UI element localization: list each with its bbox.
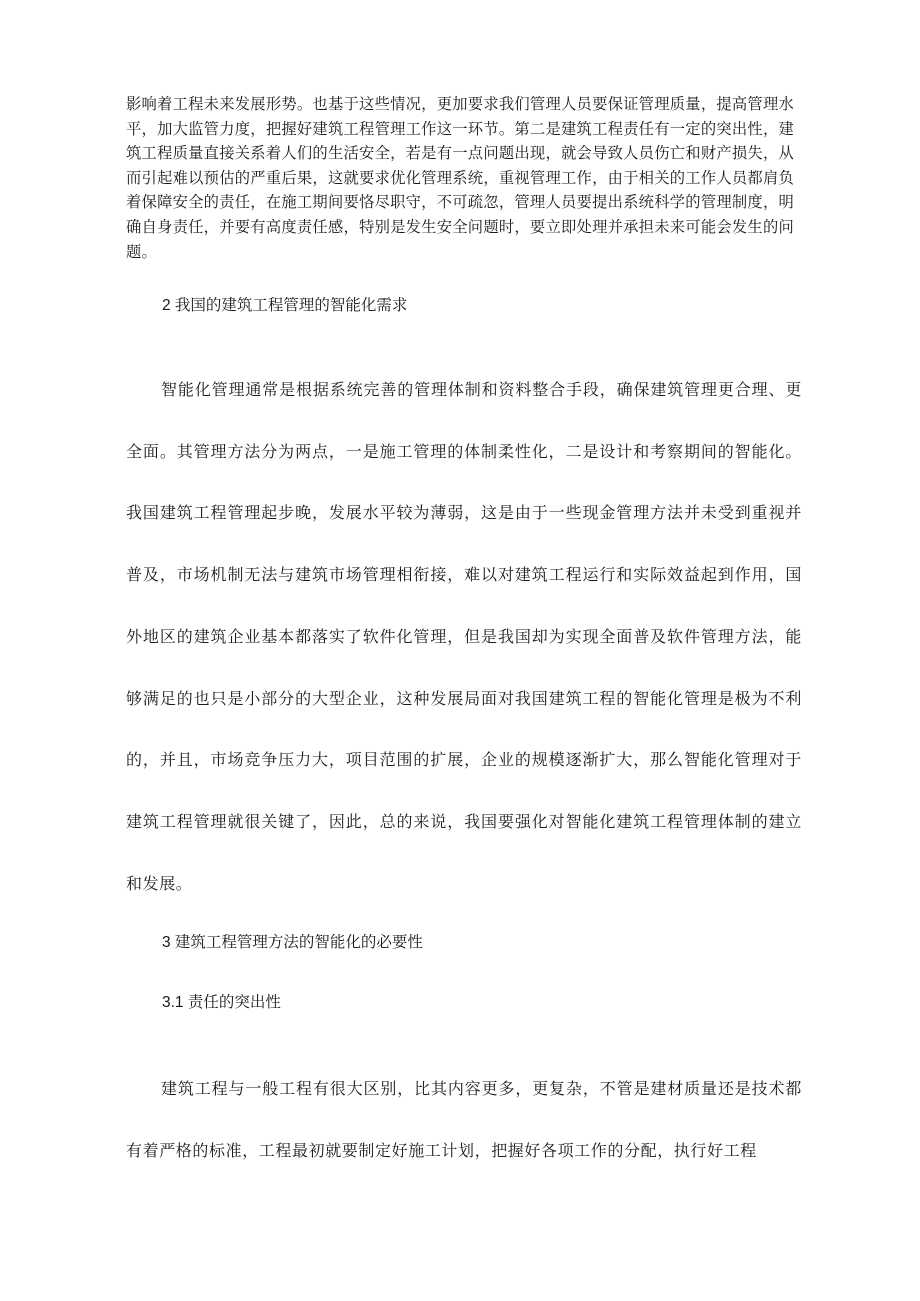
- section-3-1-heading: 3.1 责任的突出性: [162, 994, 281, 1011]
- section-3-heading: 3 建筑工程管理方法的智能化的必要性: [162, 934, 423, 951]
- section-3-1-paragraph: 建筑工程与一般工程有很大区别，比其内容更多，更复杂，不管是建材质量还是技术都有着严格的标准，工程最初就要制定好施工计划，把握好各项工作的分配，执行好工程: [126, 1079, 802, 1160]
- intro-paragraph: 影响着工程未来发展形势。也基于这些情况，更加要求我们管理人员要保证管理质量，提高管理水平，加大监管力度，把握好建筑工程管理工作这一环节。第二是建筑工程责任有一定的突出性，建筑工程质量直接关系着人们的生活安全，若是有一点问题出现，就会导致人员伤亡和财产损失，从而引起难以预估的严重后果，这就要求优化管理系统，重视管理工作，由于相关的工作人员都肩负着保障安全的责任，在施工期间要恪尽职守，不可疏忽，管理人员要提出系统科学的管理制度，明确自身责任，并要有高度责任感，特别是发生安全问题时，要立即处理并承担未来可能会发生的问题。: [126, 95, 794, 261]
- section-2-heading: 2 我国的建筑工程管理的智能化需求: [162, 297, 408, 314]
- section-2-paragraph: 智能化管理通常是根据系统完善的管理体制和资料整合手段，确保建筑管理更合理、更全面。其管理方法分为两点，一是施工管理的体制柔性化，二是设计和考察期间的智能化。我国建筑工程管理起步晚，发展水平较为薄弱，这是由于一些现金管理方法并未受到重视并普及，市场机制无法与建筑市场管理相衔接，难以对建筑工程运行和实际效益起到作用，国外地区的建筑企业基本都落实了软件化管理，但是我国却为实现全面普及软件管理方法，能够满足的也只是小部分的大型企业，这种发展局面对我国建筑工程的智能化管理是极为不利的，并且，市场竞争压力大，项目范围的扩展，企业的规模逐渐扩大，那么智能化管理对于建筑工程管理就很关键了，因此，总的来说，我国要强化对智能化建筑工程管理体制的建立和发展。: [126, 380, 802, 893]
